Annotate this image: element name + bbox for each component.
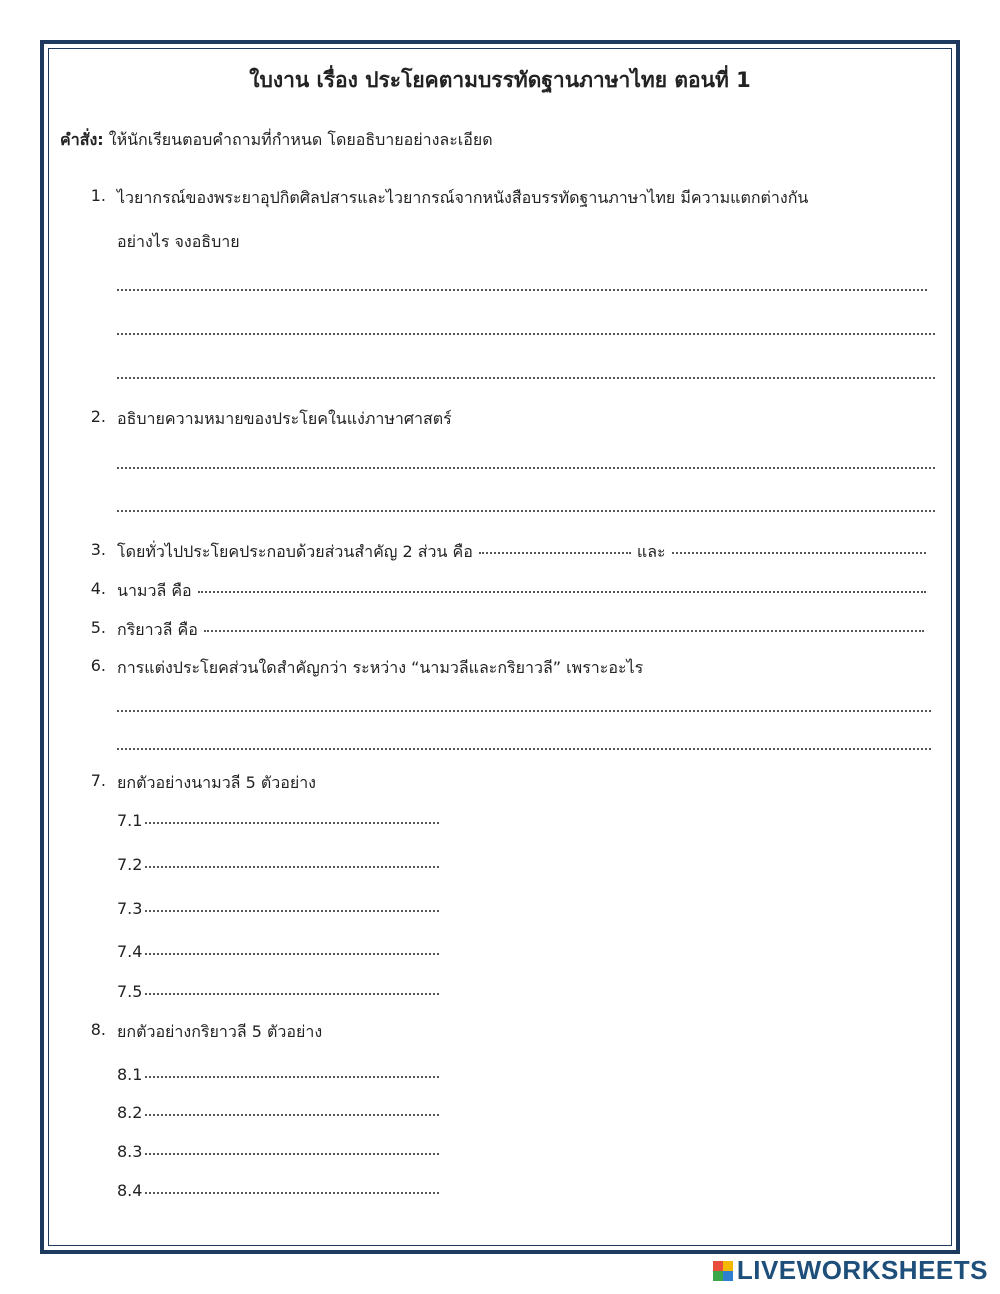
answer-line-1b[interactable] xyxy=(117,333,935,335)
question-3-and: และ xyxy=(636,542,666,561)
question-5-text: กริยาวลี คือ xyxy=(117,620,198,639)
answer-line-1c[interactable] xyxy=(117,377,935,379)
logo-block-yellow xyxy=(723,1261,733,1271)
answer-line-6b[interactable] xyxy=(117,748,931,750)
sub-item-7-2 xyxy=(117,855,439,874)
question-3-text: โดยทั่วไปประโยคประกอบด้วยส่วนสำคัญ 2 ส่วน คือ xyxy=(117,542,473,561)
sub-item-8-2 xyxy=(117,1103,439,1122)
question-number-4: 4. xyxy=(90,579,106,598)
question-number-8: 8. xyxy=(90,1020,106,1039)
question-4-text: นามวลี คือ xyxy=(117,581,192,600)
liveworksheets-logo[interactable] xyxy=(713,1255,988,1286)
sub-item-label: 8.3 xyxy=(117,1142,143,1161)
question-number-1: 1. xyxy=(90,186,106,205)
sub-item-7-5 xyxy=(117,982,439,1001)
answer-blank-3b[interactable] xyxy=(672,552,926,554)
instruction-text: ให้นักเรียนตอบคำถามที่กำหนด โดยอธิบายอย่างละเอียด xyxy=(103,130,493,149)
answer-blank[interactable] xyxy=(145,993,439,995)
answer-line-2a[interactable] xyxy=(117,467,935,469)
sub-item-label: 8.4 xyxy=(117,1181,143,1200)
question-3-row xyxy=(117,540,932,565)
answer-blank[interactable] xyxy=(145,953,439,955)
question-number-2: 2. xyxy=(90,407,106,426)
answer-blank-3a[interactable] xyxy=(479,552,631,554)
instruction-label: คำสั่ง: xyxy=(60,130,104,149)
logo-block-blue xyxy=(723,1271,733,1281)
answer-blank[interactable] xyxy=(145,1153,439,1155)
logo-block-red xyxy=(713,1261,723,1271)
answer-line-6a[interactable] xyxy=(117,710,931,712)
logo-text: LIVEWORKSHEETS xyxy=(736,1255,988,1285)
answer-blank[interactable] xyxy=(145,910,439,912)
question-number-3: 3. xyxy=(90,540,106,559)
answer-line-2b[interactable] xyxy=(117,510,935,512)
question-number-7: 7. xyxy=(90,771,106,790)
sub-item-7-3 xyxy=(117,899,439,918)
sub-item-8-4 xyxy=(117,1181,439,1200)
sub-item-label: 7.3 xyxy=(117,899,143,918)
sub-item-8-1 xyxy=(117,1065,439,1084)
answer-blank[interactable] xyxy=(145,1114,439,1116)
answer-blank-5[interactable] xyxy=(204,630,924,632)
worksheet-title: ใบงาน เรื่อง ประโยคตามบรรทัดฐานภาษาไทย ตอนที่ 1 xyxy=(249,68,751,92)
logo-block-green xyxy=(713,1271,723,1281)
sub-item-8-3 xyxy=(117,1142,439,1161)
answer-blank[interactable] xyxy=(145,866,439,868)
question-8-text: ยกตัวอย่างกริยาวลี 5 ตัวอย่าง xyxy=(117,1022,323,1041)
question-1-line2: อย่างไร จงอธิบาย xyxy=(117,232,240,251)
question-4-row xyxy=(117,579,932,604)
question-number-6: 6. xyxy=(90,656,106,675)
question-1-line1: ไวยากรณ์ของพระยาอุปกิตศิลปสารและไวยากรณ์จากหนังสือบรรทัดฐานภาษาไทย มีความแตกต่างกัน xyxy=(117,188,809,207)
answer-blank-4[interactable] xyxy=(198,591,926,593)
question-5-row xyxy=(117,618,930,643)
question-number-5: 5. xyxy=(90,618,106,637)
question-2-text: อธิบายความหมายของประโยคในแง่ภาษาศาสตร์ xyxy=(117,409,452,428)
answer-blank[interactable] xyxy=(145,1076,439,1078)
logo-blocks-icon xyxy=(713,1261,733,1281)
question-7-text: ยกตัวอย่างนามวลี 5 ตัวอย่าง xyxy=(117,773,316,792)
sub-item-7-1 xyxy=(117,811,439,830)
instruction xyxy=(60,128,493,153)
answer-blank[interactable] xyxy=(145,822,439,824)
question-6-text: การแต่งประโยคส่วนใดสำคัญกว่า ระหว่าง “นามวลีและกริยาวลี” เพราะอะไร xyxy=(117,658,644,677)
answer-line-1a[interactable] xyxy=(117,289,927,291)
sub-item-label: 7.5 xyxy=(117,982,143,1001)
sub-item-label: 7.1 xyxy=(117,811,143,830)
sub-item-7-4 xyxy=(117,942,439,961)
sub-item-label: 7.4 xyxy=(117,942,143,961)
answer-blank[interactable] xyxy=(145,1192,439,1194)
sub-item-label: 8.2 xyxy=(117,1103,143,1122)
sub-item-label: 7.2 xyxy=(117,855,143,874)
sub-item-label: 8.1 xyxy=(117,1065,143,1084)
